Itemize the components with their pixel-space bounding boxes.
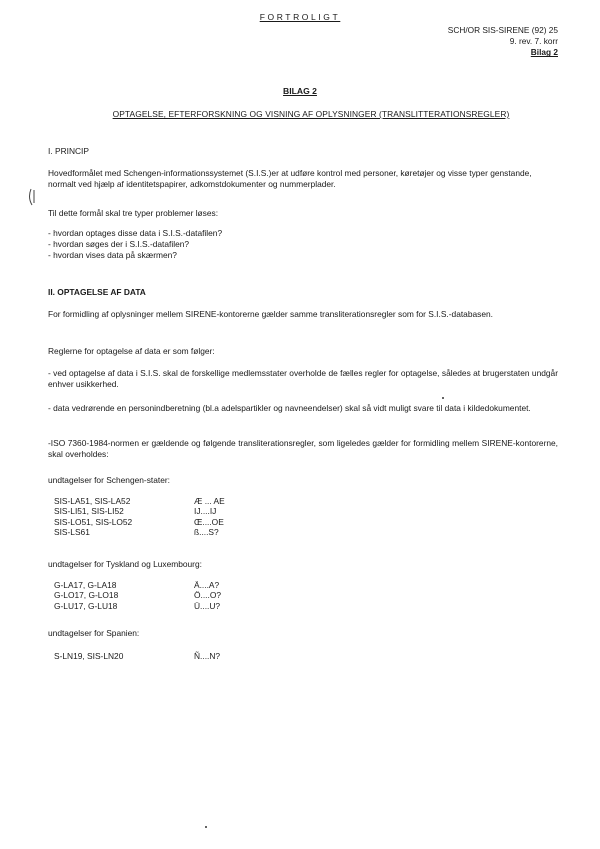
speck	[205, 826, 207, 828]
paragraph: Hovedformålet med Schengen-informationssystemet (S.I.S.)er at udføre kontrol med personer, køretøjer og visse typer genstande, normalt ved hjælp af identitetspapirer, adkomstdokumenter og nummerplader.	[48, 168, 532, 189]
list-item: - hvordan optages disse data i S.I.S.-datafilen?	[48, 228, 223, 238]
rule-cell: ß....S?	[194, 526, 219, 537]
rule-cell: Ä....A?	[194, 580, 220, 590]
exceptions-label-spain: undtagelser for Spanien:	[48, 628, 140, 638]
table-row	[54, 517, 225, 527]
exceptions-table-germany-luxembourg	[54, 580, 221, 611]
annex-label: Bilag 2	[530, 47, 558, 58]
code-cell: S-LN19, SIS-LN20	[54, 651, 124, 661]
code-cell: SIS-LA51, SIS-LA52	[54, 496, 131, 506]
exceptions-label-schengen: undtagelser for Schengen-stater:	[48, 475, 170, 485]
code-cell: G-LA17, G-LA18	[54, 580, 117, 590]
paragraph: -ISO 7360-1984-normen er gældende og følgende transliterationsregler, som ligeledes gælder for formidling mellem SIRENE-kontorerne, skal overholdes:	[48, 438, 558, 459]
table-row	[54, 601, 221, 611]
rule-cell: IJ....IJ	[194, 506, 217, 517]
code-cell: G-LO17, G-LO18	[54, 590, 119, 601]
reference-block	[448, 25, 558, 59]
list-item: - hvordan vises data på skærmen?	[48, 249, 177, 260]
classification-label: FORTROLIGT	[259, 12, 341, 22]
table-row	[54, 651, 220, 661]
section-heading-principle: I. PRINCIP	[48, 146, 89, 156]
exceptions-table-spain	[54, 651, 220, 661]
code-cell: SIS-LI51, SIS-LI52	[54, 506, 124, 517]
code-cell: SIS-LS61	[54, 526, 90, 537]
bullet-list	[48, 228, 558, 260]
reference-line: 9. rev. 7. korr	[509, 36, 558, 47]
code-cell: G-LU17, G-LU18	[54, 600, 118, 611]
table-row	[54, 496, 225, 506]
list-item: - hvordan søges der i S.I.S.-datafilen?	[48, 238, 190, 249]
speck	[442, 397, 444, 399]
paragraph: For formidling af oplysninger mellem SIRENE-kontorerne gælder samme transliterationsregler som for S.I.S.-databasen.	[48, 309, 493, 319]
rule-cell: Œ....OE	[194, 516, 224, 527]
paragraph: Til dette formål skal tre typer problemer løses:	[48, 208, 219, 218]
exceptions-label-germany-luxembourg: undtagelser for Tyskland og Luxembourg:	[48, 559, 202, 569]
rule-cell: Ñ....N?	[194, 651, 221, 661]
exceptions-table-schengen	[54, 496, 225, 537]
paragraph: - data vedrørende en personindberetning (bl.a adelspartikler og navneendelser) skal så vidt muligt svare til data i kildedokumentet.	[48, 403, 531, 413]
rule-cell: Ö....O?	[194, 590, 221, 601]
table-row	[54, 580, 221, 590]
rule-cell: Ü....U?	[194, 600, 221, 611]
table-row	[54, 590, 221, 600]
annex-title: BILAG 2	[283, 86, 317, 96]
table-row	[54, 527, 225, 537]
rule-cell: Æ ... AE	[194, 496, 225, 506]
reference-line: SCH/OR SIS-SIRENE (92) 25	[447, 25, 558, 35]
paragraph: Reglerne for optagelse af data er som følger:	[48, 346, 215, 356]
section-heading-data-entry: II. OPTAGELSE AF DATA	[48, 287, 146, 297]
paragraph: - ved optagelse af data i S.I.S. skal de forskellige medlemsstater overholde de fælles regler for optagelse, således at brugerstaten undgår enhver usikkerhed.	[48, 368, 558, 389]
document-title: OPTAGELSE, EFTERFORSKNING OG VISNING AF OPLYSNINGER (TRANSLITTERATIONSREGLER)	[112, 109, 510, 119]
table-row	[54, 506, 225, 516]
margin-mark-icon	[28, 188, 38, 206]
code-cell: SIS-LO51, SIS-LO52	[54, 516, 133, 527]
